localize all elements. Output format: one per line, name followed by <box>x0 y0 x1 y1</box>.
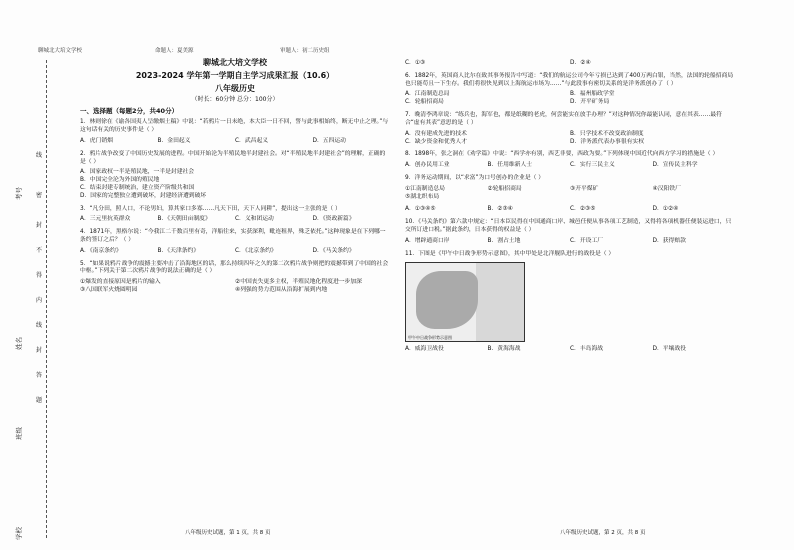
answer-option: A．没有建成先进的技术 <box>405 130 467 137</box>
option-list <box>80 216 390 224</box>
seal-char: 密 <box>36 192 43 199</box>
name-label: 姓名 <box>15 337 23 350</box>
answer-option: ⑤湖北织布局 <box>405 193 440 200</box>
answer-option: C．《北京条约》 <box>235 247 277 254</box>
answer-option: ②轮船招商局 <box>487 185 522 192</box>
answer-option: ③开平煤矿 <box>570 185 599 192</box>
section-heading: 一、选择题（每题2分，共40分） <box>80 107 179 116</box>
answer-option: A．《南京条约》 <box>80 247 122 254</box>
option-list <box>405 60 735 68</box>
header-group: 审题人：初二历史组 <box>280 48 330 54</box>
answer-option: B．②③④ <box>487 206 513 213</box>
answer-option: B．金田起义 <box>157 137 191 144</box>
answer-option: D．宣传民主科学 <box>652 162 698 169</box>
option-list <box>405 91 735 107</box>
answer-option: C．②③⑤ <box>570 206 596 213</box>
question-text: 7．晚清李鸿章说：“练兵也，海军也，都是纸糊的老虎，何尝能实在放手办理？”对这种情况你最能认同，意在其表……最符合“虚有其表”意思的是（ ） <box>405 112 722 126</box>
answer-option: D．获得赔款 <box>652 237 686 244</box>
answer-option: A．增辟通商口岸 <box>405 237 450 244</box>
question-text: 9．洋务运动期间，以“求富”为口号创办的企业是（ ） <box>405 174 545 181</box>
answer-option: C．义和团运动 <box>235 216 274 223</box>
school-title: 聊城北大培文学校 <box>203 58 267 67</box>
subject-title: 八年级历史 <box>215 83 255 93</box>
question-text: 10．《马关条约》第六款中规定：“日本臣民得在中国通商口岸、城邑任便从事各项工艺制造，又得将各项机器任便装运进口，只交所订进口税。”据此条约，日本获得的权益是（ ） <box>405 219 732 233</box>
answer-option: A．创办民用工业 <box>405 162 450 169</box>
answer-option: C．缺少资金和优秀人才 <box>405 138 468 145</box>
answer-option: D．《马关条约》 <box>312 247 355 254</box>
answer-option: D．平壤战役 <box>652 346 686 353</box>
answer-option: A．虎门销烟 <box>80 137 113 144</box>
question-text: 1．林则徐在《谕各国夷人呈缴烟土稿》中说：“若鸦片一日未绝，本大臣一日不回，誓与此事相始终，断无中止之理。”与这句话有关的历史事件是（ ） <box>80 119 389 134</box>
seal-char: 内 <box>36 297 43 304</box>
map-caption: 甲午中日战争形势示意图 <box>408 335 452 341</box>
question-text: 4．1871年，黑格尔说：“今我江二千数百里有奇，洋船往来，实获深利，毗连租界，殊乏依托。”这种现象是在下列哪一条约签订之后？（ ） <box>80 229 386 243</box>
answer-option: A．三元里抗英群众 <box>80 216 131 223</box>
exam-no-label: 考号 <box>15 187 23 200</box>
right-question-list <box>405 60 735 354</box>
option-list <box>80 138 390 146</box>
option-list <box>80 279 390 295</box>
question-text: 6．1882年，英国商人比尔在致其事务报告中写道：“我们的航运公司今年亏损已达到了400万两白银，当然，法国的轮船招商局也只能苟且一下生存。我们将很快见到以上海航运市场为……”与此段事有密切关系的是洋务派创办了（ ） <box>405 72 734 87</box>
option-list <box>405 162 735 170</box>
answer-option: ④汉阳铁厂 <box>652 185 681 192</box>
answer-option: D．开平矿务局 <box>570 99 610 106</box>
seal-char: 答 <box>36 372 43 379</box>
answer-option: A．①③④⑤ <box>405 206 436 213</box>
war-map-image <box>405 262 525 342</box>
answer-option: D．五四运动 <box>312 137 346 144</box>
answer-option: ①江南制造总局 <box>405 185 445 192</box>
option-list <box>80 169 390 200</box>
right-column <box>405 58 735 359</box>
option-list <box>405 206 735 214</box>
option-list <box>405 186 735 202</box>
question-text: 5．“如果说鸦片战争的震撼主要冲击了沿海地区的话，那么持续四年之久的第二次鸦片战争则把的震撼带到了中国的社会中枢。”下列关于第二次鸦片战争的说法正确的是（ ） <box>80 260 389 275</box>
page-footer-right: 八年级历史试题，第 2 页，共 8 页 <box>560 530 646 536</box>
answer-option: ③八国联军火烧圆明园 <box>80 287 138 294</box>
option-list <box>405 346 735 354</box>
answer-option: C．轮船招商局 <box>405 99 444 106</box>
answer-option: C．丰岛海战 <box>570 346 604 353</box>
left-column <box>80 58 390 300</box>
answer-option: B．《天朝田亩制度》 <box>157 216 211 223</box>
seal-char: 封 <box>36 222 43 229</box>
seal-char: 题 <box>36 397 43 404</box>
answer-option: B．只学技术不改变政治制度 <box>570 130 644 137</box>
exam-title: 2023-2024 学年第一学期自主学习成果汇报（10.6） <box>135 70 335 80</box>
answer-option: D．洋务派代表办事很有实权 <box>570 138 645 145</box>
question-text: 8．1898年，张之洞在《劝学篇》中说：“西学亦有别，西艺非要，西政为要。”下列体现中国近代向西方学习的措施是（ ） <box>405 151 719 158</box>
option-list <box>80 248 390 256</box>
answer-option: D．《资政新篇》 <box>312 216 355 223</box>
answer-option: D．国家的完整独立遭到破坏，封建经济遭到破坏 <box>80 192 207 199</box>
answer-option: D．②④ <box>570 60 591 66</box>
answer-option: B．任用维新人士 <box>487 162 533 169</box>
answer-option: C．武昌起义 <box>235 137 269 144</box>
seal-char: 不 <box>36 247 43 254</box>
binding-margin <box>0 60 56 540</box>
seal-char: 线 <box>36 152 43 159</box>
answer-option: C．①③ <box>405 60 426 66</box>
exam-meta: （时长：60分钟 总分：100分） <box>191 96 279 104</box>
question-text: 3．“凡分田，照人口，不论男妇，算其家口多寡……凡天下田，天下人同耕”，提出这一主张的是（ ） <box>80 205 341 212</box>
answer-option: B．黄海海战 <box>487 346 521 353</box>
answer-option: ①爆发的直接原因是鸦片的输入 <box>80 279 161 286</box>
answer-option: A．威海卫战役 <box>405 346 444 353</box>
school-label: 学校 <box>15 527 23 540</box>
map-sea <box>476 263 524 341</box>
answer-option: B．中国完全沦为外国的殖民地 <box>80 177 160 184</box>
answer-option: A．江南制造总局 <box>405 91 450 98</box>
answer-option: D．①②④ <box>652 206 679 213</box>
answer-option: C．开设工厂 <box>570 237 604 244</box>
page-footer-left: 八年级历史试题，第 1 页，共 8 页 <box>185 530 271 536</box>
answer-option: C．实行三民主义 <box>570 162 615 169</box>
answer-option: B．福州船政学堂 <box>570 91 615 98</box>
seal-char: 得 <box>36 272 43 279</box>
answer-option: B．割占土地 <box>487 237 521 244</box>
map-land <box>416 271 478 329</box>
header-author: 命题人：夏美源 <box>155 48 194 54</box>
binding-dashed-line <box>46 60 47 538</box>
answer-option: C．结束封建专制统治，建立资产阶级共和国 <box>80 184 195 191</box>
option-list <box>405 238 735 246</box>
option-list <box>405 131 735 147</box>
seal-char: 封 <box>36 347 43 354</box>
class-label: 班级 <box>15 427 23 440</box>
question-text: 11．下图是《甲午中日战争形势示意图》，其中甲处是北洋舰队进行的战役是（ ） <box>405 250 615 257</box>
answer-option: B．《天津条约》 <box>157 247 200 254</box>
answer-option: ②中国丧失更多主权，半殖民地化程度进一步加深 <box>235 279 362 286</box>
header-school: 聊城北大培文学校 <box>38 48 83 54</box>
left-question-list <box>80 119 390 295</box>
question-text: 2．鸦片战争改变了中国历史发展的进程。中国开始沦为半殖民地半封建社会。对“半殖民地半封建社会”的理解，正确的是（ ） <box>80 150 386 165</box>
answer-option: ④列强的势力范围从沿海扩展到内地 <box>235 287 328 294</box>
answer-option: A．国家政权一半是殖民地，一半是封建社会 <box>80 169 195 176</box>
seal-char: 线 <box>36 322 43 329</box>
